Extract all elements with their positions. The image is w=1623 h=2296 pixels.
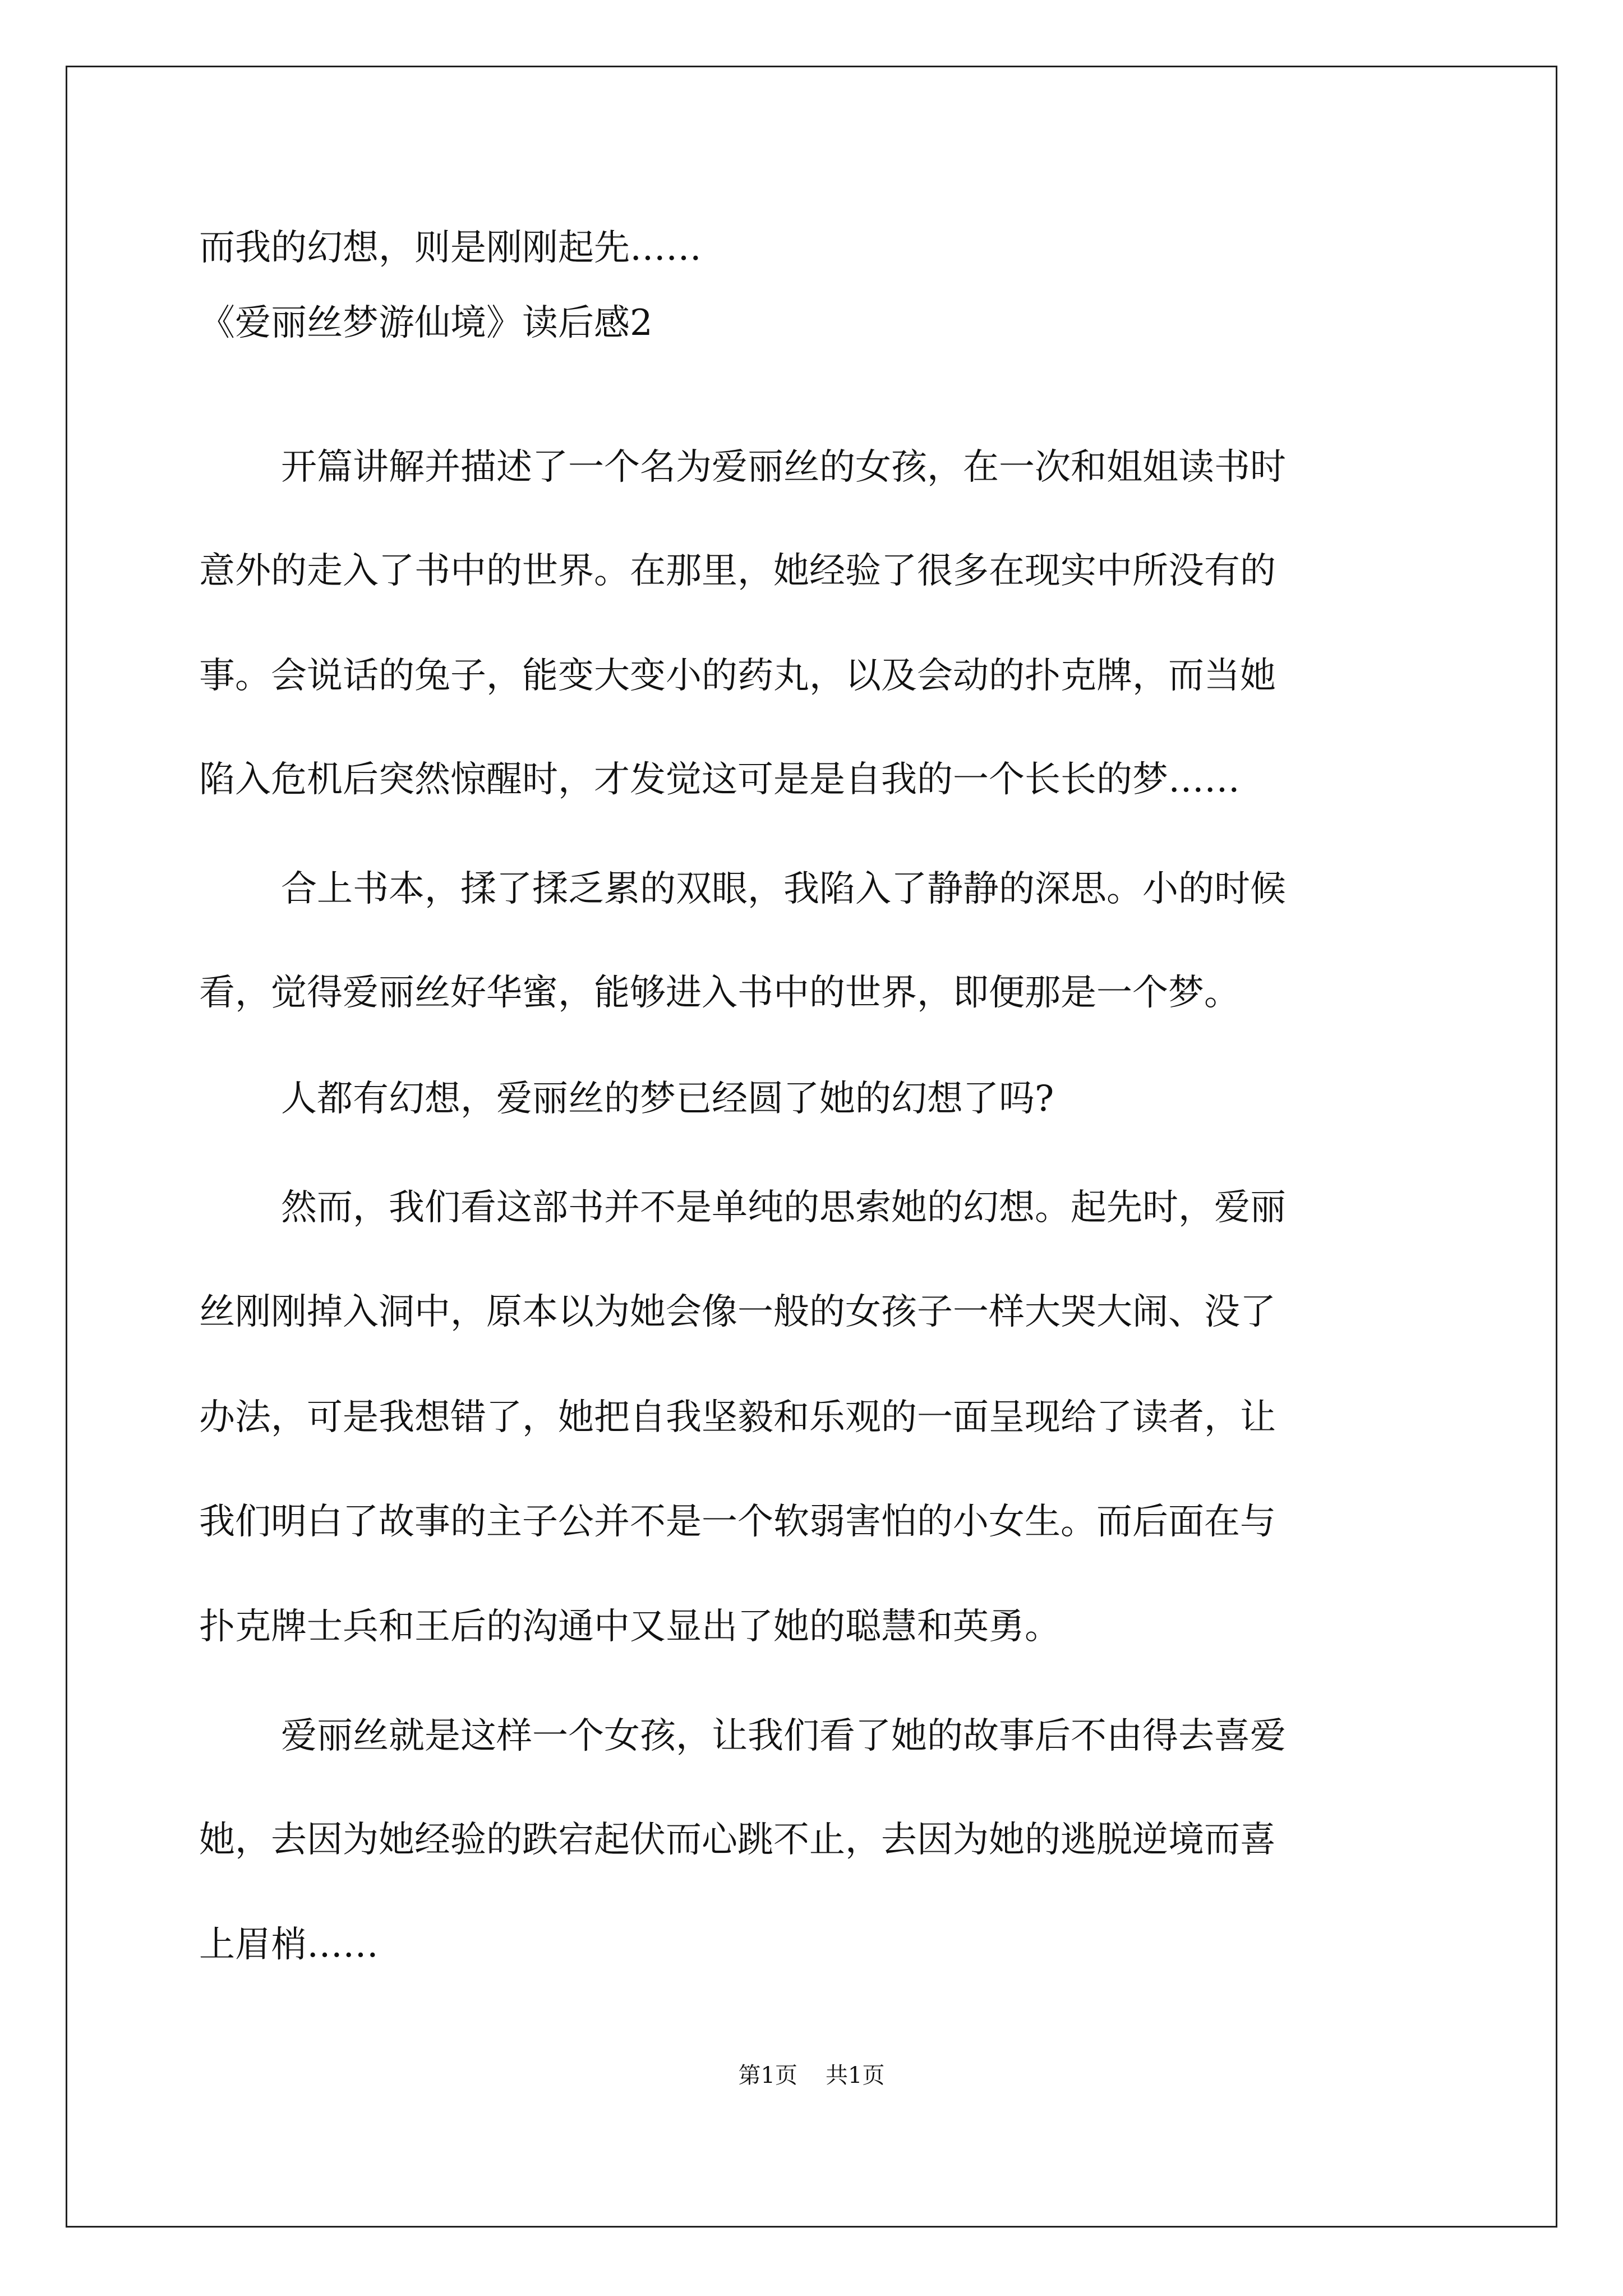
text-line: 开篇讲解并描述了一个名为爱丽丝的女孩，在一次和姐姐读书时 xyxy=(281,447,1286,488)
text-line: 我们明白了故事的主子公并不是一个软弱害怕的小女生。而后面在与 xyxy=(199,1501,1276,1543)
text-line: 陷入危机后突然惊醒时，才发觉这可是是自我的一个长长的梦…… xyxy=(199,759,1240,800)
text-line: 意外的走入了书中的世界。在那里，她经验了很多在现实中所没有的 xyxy=(199,550,1276,592)
page-footer xyxy=(0,2059,1623,2092)
page-total: 共1页 xyxy=(826,2063,885,2088)
text-line: 看，觉得爱丽丝好华蜜，能够进入书中的世界，即便那是一个梦。 xyxy=(199,972,1240,1014)
text-line: 扑克牌士兵和王后的沟通中又显出了她的聪慧和英勇。 xyxy=(199,1606,1061,1648)
text-line: 办法，可是我想错了，她把自我坚毅和乐观的一面呈现给了读者，让 xyxy=(199,1397,1276,1438)
text-line: 合上书本，揉了揉乏累的双眼，我陷入了静静的深思。小的时候 xyxy=(281,868,1286,910)
text-line: 然而，我们看这部书并不是单纯的思索她的幻想。起先时，爱丽 xyxy=(281,1187,1286,1228)
page-border xyxy=(66,66,1557,2228)
text-line: 事。会说话的兔子，能变大变小的药丸，以及会动的扑克牌，而当她 xyxy=(199,655,1276,697)
text-line: 而我的幻想，则是刚刚起先…… xyxy=(199,227,702,269)
text-line: 上眉梢…… xyxy=(199,1924,379,1966)
page-number: 第1页 xyxy=(738,2063,797,2088)
text-line: 爱丽丝就是这样一个女孩，让我们看了她的故事后不由得去喜爱 xyxy=(281,1715,1286,1757)
text-line: 人都有幻想，爱丽丝的梦已经圆了她的幻想了吗? xyxy=(281,1078,1054,1120)
text-line: 丝刚刚掉入洞中，原本以为她会像一般的女孩子一样大哭大闹、没了 xyxy=(199,1291,1276,1333)
text-line: 她，去因为她经验的跌宕起伏而心跳不止，去因为她的逃脱逆境而喜 xyxy=(199,1819,1276,1861)
section-title: 《爱丽丝梦游仙境》读后感2 xyxy=(199,302,653,344)
